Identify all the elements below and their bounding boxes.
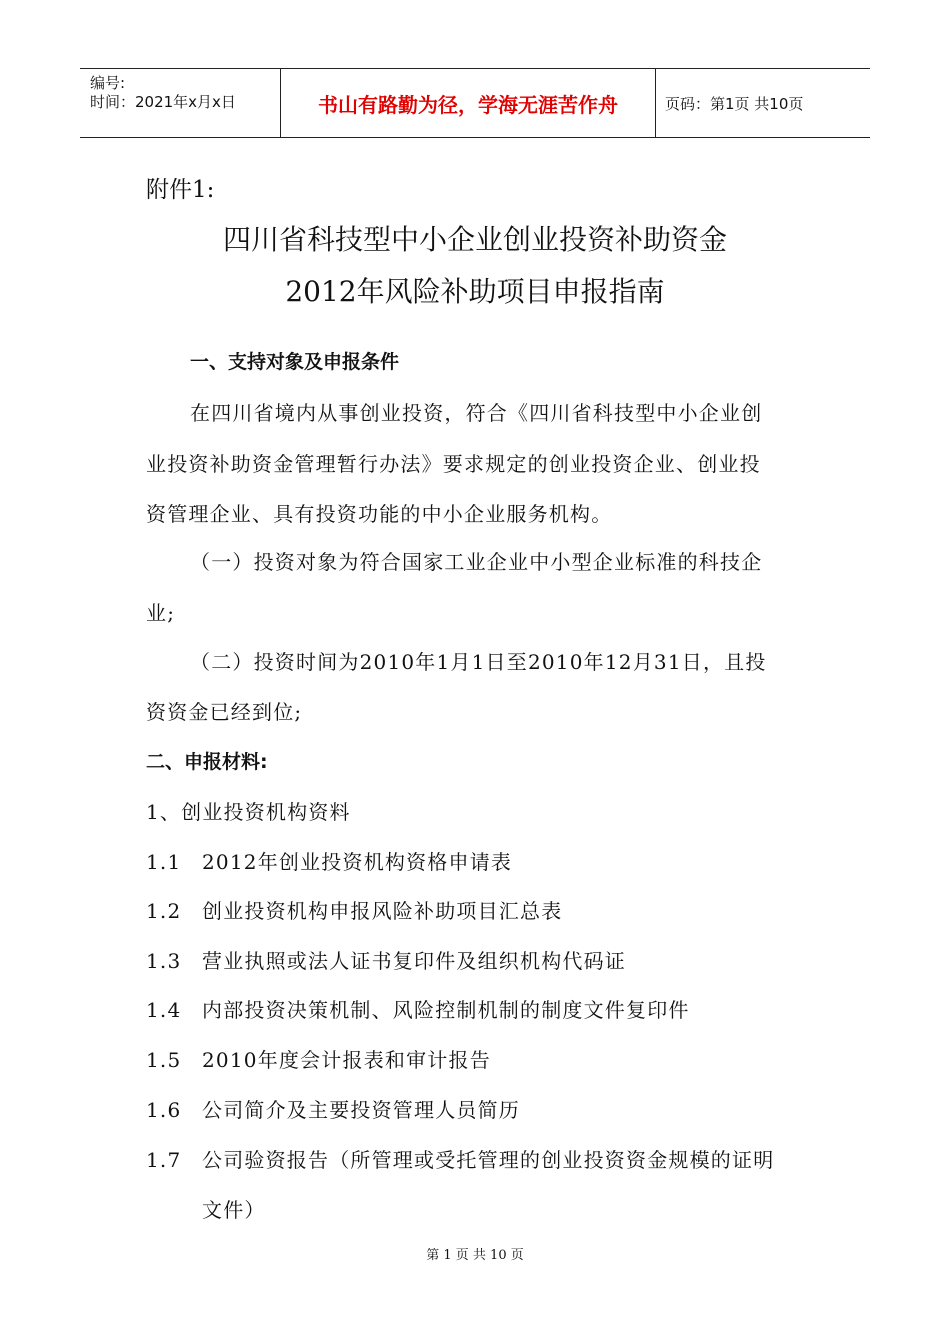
section2-heading: 二、申报材料:	[146, 751, 268, 773]
list-item	[146, 994, 690, 1023]
list-item-text: 创业投资机构申报风险补助项目汇总表	[202, 899, 563, 923]
page-footer: 第 1 页 共 10 页	[426, 1248, 524, 1263]
list-item-text: 公司简介及主要投资管理人员简历	[202, 1098, 520, 1122]
list-item-text: 2010年度会计报表和审计报告	[202, 1048, 491, 1072]
header-meta-cell	[80, 69, 281, 137]
list-item-number: 1.7	[146, 1148, 182, 1172]
document-title-line2: 2012年风险补助项目申报指南	[285, 275, 665, 308]
section1-item2-line: （二）投资时间为2010年1月1日至2010年12月31日，且投	[190, 650, 767, 674]
list-item	[146, 1094, 520, 1123]
list-item-continuation: 文件）	[202, 1198, 266, 1222]
list-item-number: 1.2	[146, 899, 182, 923]
list-item-text: 营业执照或法人证书复印件及组织机构代码证	[202, 949, 626, 973]
list-item-text: 公司验资报告（所管理或受托管理的创业投资资金规模的证明	[202, 1148, 775, 1172]
list-item	[146, 1044, 491, 1073]
list-item-number: 1.3	[146, 949, 182, 973]
section1-para-line: 资管理企业、具有投资功能的中小企业服务机构。	[146, 502, 613, 526]
section1-item2-line: 资资金已经到位;	[146, 700, 303, 724]
list-item	[146, 846, 512, 875]
list-item-number: 1.5	[146, 1048, 182, 1072]
list-item	[146, 895, 562, 924]
list-item-text: 内部投资决策机制、风险控制机制的制度文件复印件	[202, 998, 690, 1022]
header-page-info: 页码：第1页 共10页	[665, 94, 804, 113]
time-label: 时间：2021年x月x日	[90, 93, 236, 111]
document-title-line1: 四川省科技型中小企业创业投资补助资金	[222, 223, 727, 256]
list-item-number: 1.1	[146, 850, 182, 874]
number-label: 编号:	[90, 74, 126, 92]
header-motto: 书山有路勤为径，学海无涯苦作舟	[281, 69, 656, 137]
section2-subheading: 1、创业投资机构资料	[146, 800, 351, 824]
section1-item1-line: 业;	[146, 601, 176, 625]
section1-item1-line: （一）投资对象为符合国家工业企业中小型企业标准的科技企	[190, 550, 763, 574]
header-table	[80, 68, 870, 138]
list-item-text: 2012年创业投资机构资格申请表	[202, 850, 513, 874]
list-item	[146, 945, 626, 974]
section1-para-line: 在四川省境内从事创业投资，符合《四川省科技型中小企业创	[190, 401, 763, 425]
section1-heading: 一、支持对象及申报条件	[190, 351, 400, 373]
list-item-number: 1.4	[146, 998, 182, 1022]
list-item-number: 1.6	[146, 1098, 182, 1122]
section1-para-line: 业投资补助资金管理暂行办法》要求规定的创业投资企业、创业投	[146, 452, 761, 476]
list-item	[146, 1144, 774, 1173]
annex-label: 附件1:	[146, 177, 215, 203]
